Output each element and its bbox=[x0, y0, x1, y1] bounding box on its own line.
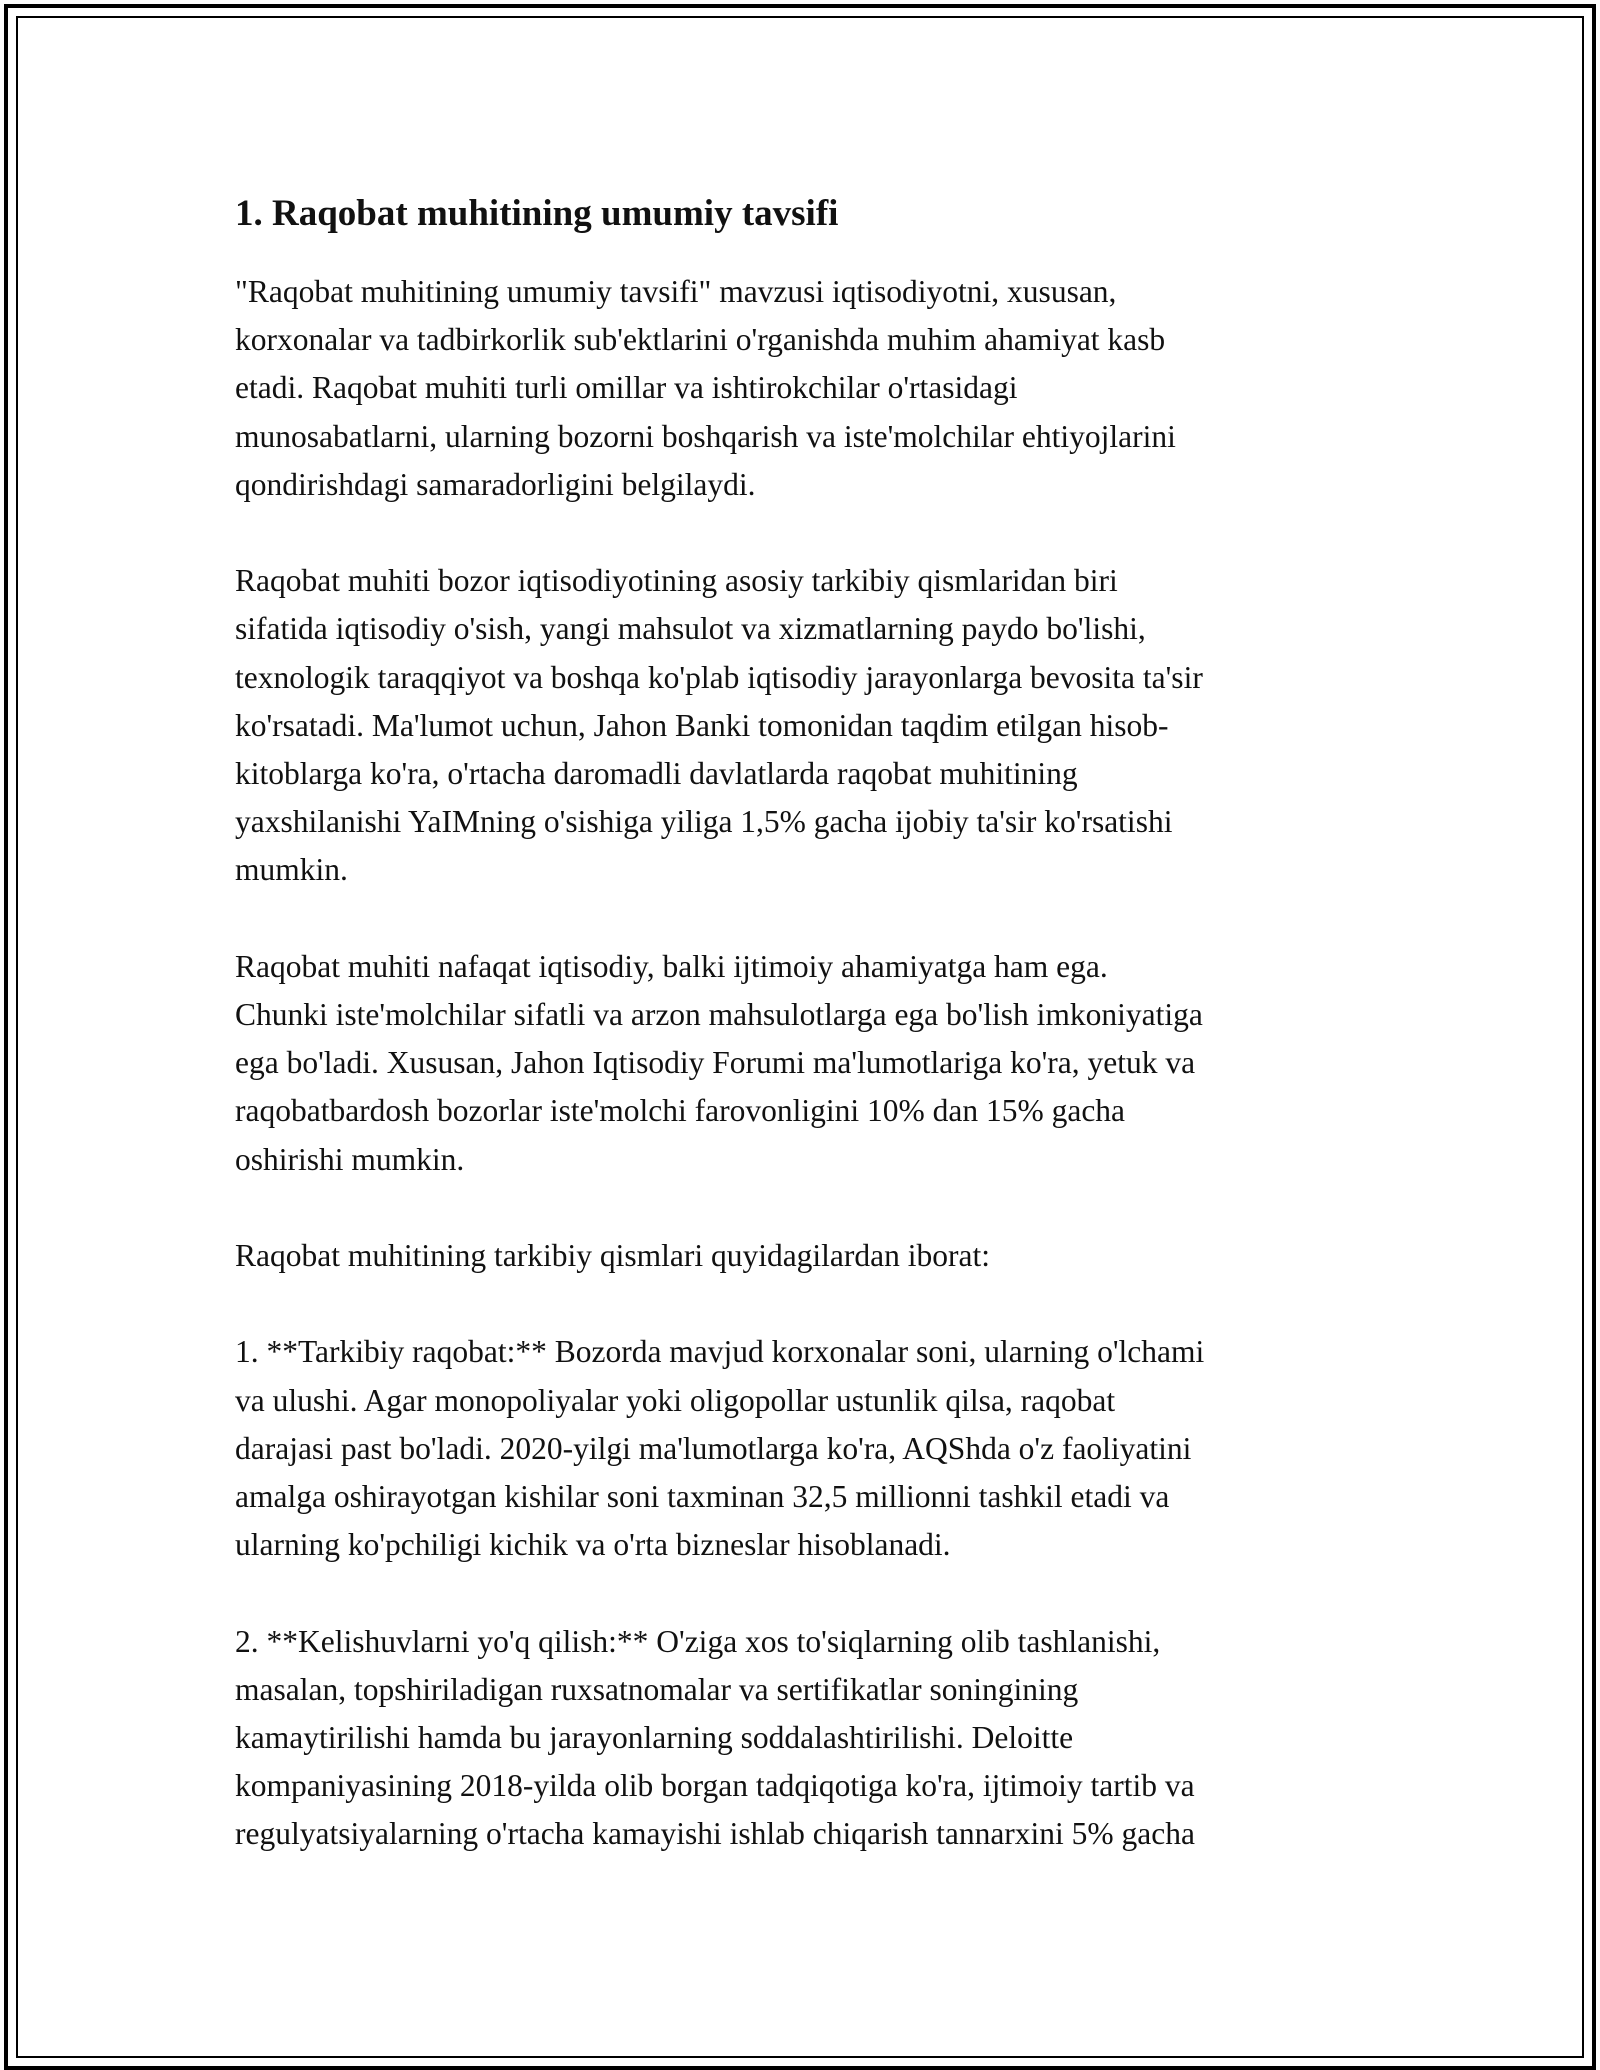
text-line: texnologik taraqqiyot va boshqa ko'plab iqtisodiy jarayonlarga bevosita ta'sir bbox=[235, 659, 1203, 695]
text-line: kamaytirilishi hamda bu jarayonlarning soddalashtirilishi. Deloitte bbox=[235, 1720, 1074, 1756]
text-line: korxonalar va tadbirkorlik sub'ektlarini o'rganishda muhim ahamiyat kasb bbox=[235, 322, 1166, 358]
list-item-1 bbox=[235, 1328, 1375, 1569]
paragraph-social-importance bbox=[235, 943, 1375, 1184]
section-heading: 1. Raqobat muhitining umumiy tavsifi bbox=[235, 193, 839, 234]
paragraph-economic-growth bbox=[235, 557, 1375, 894]
text-line: kitoblarga ko'ra, o'rtacha daromadli davlatlarda raqobat muhitining bbox=[235, 756, 1078, 792]
text-line: kompaniyasining 2018-yilda olib borgan tadqiqotiga ko'ra, ijtimoiy tartib va bbox=[235, 1768, 1195, 1804]
text-line: "Raqobat muhitining umumiy tavsifi" mavzusi iqtisodiyotni, xususan, bbox=[235, 274, 1117, 309]
text-line: etadi. Raqobat muhiti turli omillar va ishtirokchilar o'rtasidagi bbox=[235, 370, 1018, 406]
text-line: darajasi past bo'ladi. 2020-yilgi ma'lumotlarga ko'ra, AQShda o'z faoliyatini bbox=[235, 1430, 1192, 1466]
text-line: ularning ko'pchiligi kichik va o'rta bizneslar hisoblanadi. bbox=[235, 1527, 951, 1563]
text-line: sifatida iqtisodiy o'sish, yangi mahsulot va xizmatlarning paydo bo'lishi, bbox=[235, 611, 1146, 647]
text-line: regulyatsiyalarning o'rtacha kamayishi ishlab chiqarish tannarxini 5% gacha bbox=[235, 1816, 1195, 1852]
document-body bbox=[235, 186, 1375, 1907]
text-line: qondirishdagi samaradorligini belgilaydi. bbox=[235, 466, 756, 502]
text-line: va ulushi. Agar monopoliyalar yoki oligopollar ustunlik qilsa, raqobat bbox=[235, 1382, 1116, 1418]
text-line: ko'rsatadi. Ma'lumot uchun, Jahon Banki tomonidan taqdim etilgan hisob- bbox=[235, 707, 1169, 743]
text-line: 2. **Kelishuvlarni yo'q qilish:** O'ziga xos to'siqlarning olib tashlanishi, bbox=[235, 1623, 1161, 1659]
text-line: yaxshilanishi YaIMning o'sishiga yiliga 1,5% gacha ijobiy ta'sir ko'rsatishi bbox=[235, 804, 1173, 840]
paragraph-components-intro bbox=[235, 1232, 1375, 1280]
text-line: 1. **Tarkibiy raqobat:** Bozorda mavjud korxonalar soni, ularning o'lchami bbox=[235, 1334, 1205, 1370]
text-line: Raqobat muhiti nafaqat iqtisodiy, balki ijtimoiy ahamiyatga ham ega. bbox=[235, 948, 1108, 984]
text-line: Raqobat muhiti bozor iqtisodiyotining asosiy tarkibiy qismlaridan biri bbox=[235, 563, 1118, 599]
text-line: oshirishi mumkin. bbox=[235, 1141, 465, 1177]
text-line: ega bo'ladi. Xususan, Jahon Iqtisodiy Forumi ma'lumotlariga ko'ra, yetuk va bbox=[235, 1045, 1196, 1081]
list-item-2 bbox=[235, 1618, 1375, 1859]
text-line: masalan, topshiriladigan ruxsatnomalar va sertifikatlar soningining bbox=[235, 1671, 1079, 1707]
text-line: amalga oshirayotgan kishilar soni taxminan 32,5 millionni tashkil etadi va bbox=[235, 1479, 1170, 1515]
text-line: Raqobat muhitining tarkibiy qismlari quyidagilardan iborat: bbox=[235, 1238, 990, 1274]
text-line: raqobatbardosh bozorlar iste'molchi farovonligini 10% dan 15% gacha bbox=[235, 1093, 1126, 1129]
paragraph-intro bbox=[235, 268, 1375, 509]
text-line: munosabatlarni, ularning bozorni boshqarish va iste'molchilar ehtiyojlarini bbox=[235, 418, 1176, 454]
text-line: Chunki iste'molchilar sifatli va arzon mahsulotlarga ega bo'lish imkoniyatiga bbox=[235, 997, 1203, 1033]
text-line: mumkin. bbox=[235, 852, 348, 888]
